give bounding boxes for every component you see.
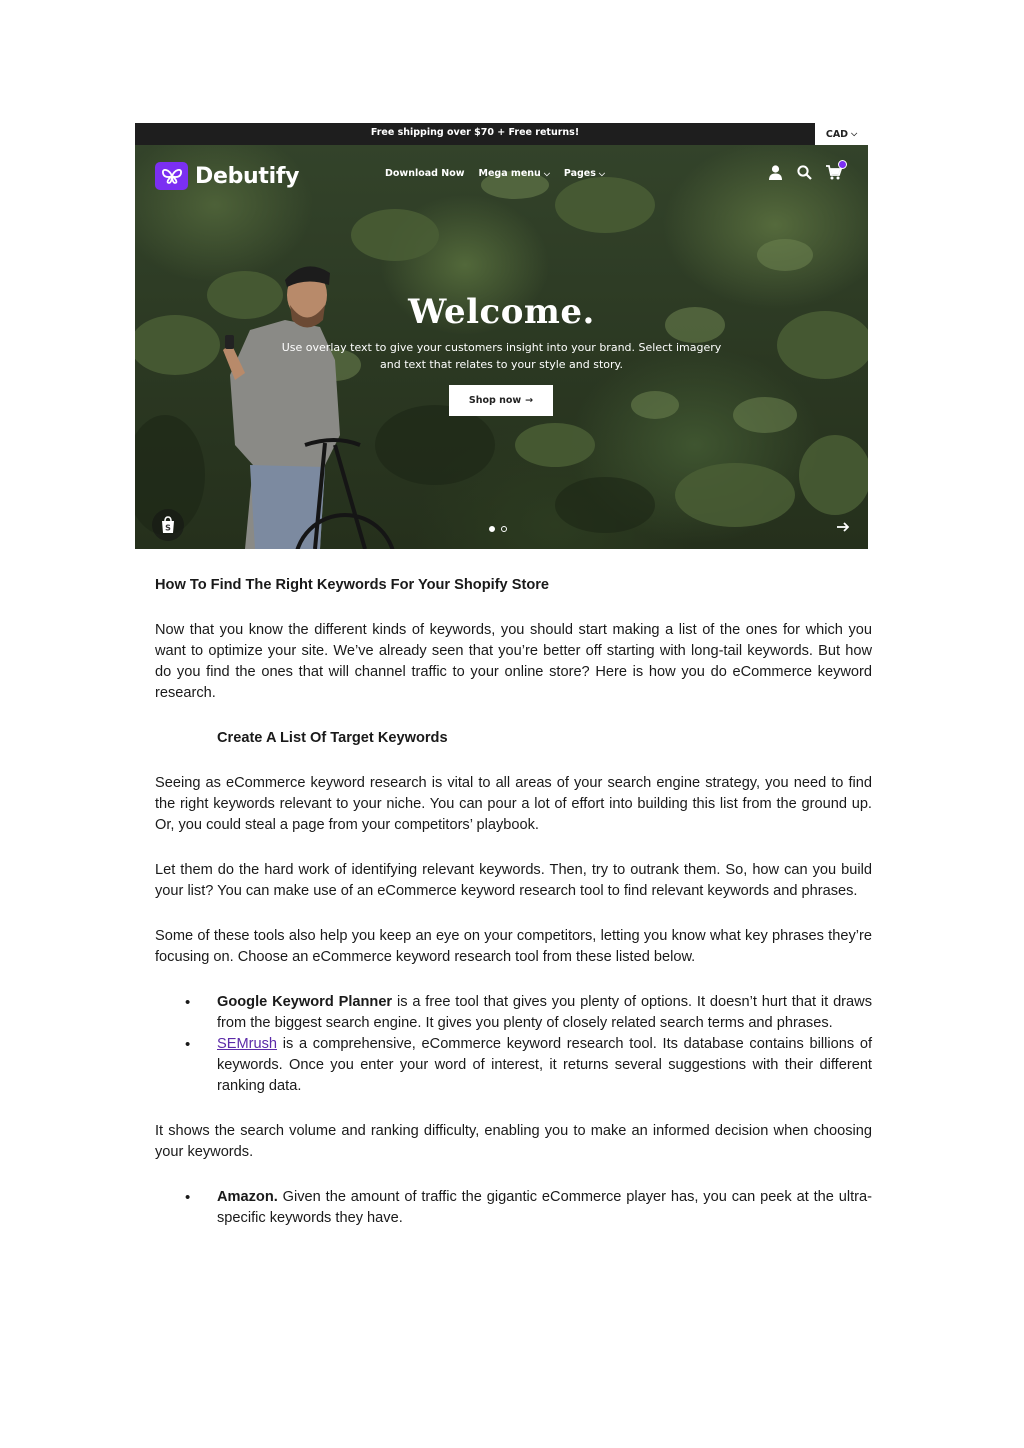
shop-now-label: Shop now (468, 395, 522, 406)
hero-banner (135, 145, 868, 549)
list-item (217, 992, 872, 1034)
list-item (217, 1034, 872, 1097)
store-screenshot (135, 123, 868, 549)
semrush-link[interactable]: SEMrush (217, 1036, 278, 1052)
currency-label: CAD (825, 128, 849, 140)
butterfly-icon (155, 162, 188, 190)
tools-list (155, 992, 872, 1097)
list-item-text: is a comprehensive, eCommerce keyword research tool. Its database contains billions of keywords. Once you enter your word of interest, it returns several suggestions with their different ranking data. (217, 1036, 872, 1094)
cart-icon[interactable] (825, 164, 842, 181)
svg-text:S: S (165, 523, 171, 533)
paragraph-outrank: Let them do the hard work of identifying relevant keywords. Then, try to outrank them. So, how can you build your list? You can make use of an eCommerce keyword research tool to find relevant keywords and phrases. (155, 862, 872, 899)
cart-count-badge (838, 160, 847, 169)
list-item-text: is a free tool that gives you plenty of options. It doesn’t hurt that it draws from the biggest search engine. It gives you plenty of closely related search terms and phrases. (217, 994, 872, 1031)
shopify-bag-icon[interactable] (152, 509, 184, 541)
paragraph-tools: Some of these tools also help you keep an eye on your competitors, letting you know what key phrases they’re focusing on. Choose an eCommerce keyword research tool from these listed below. (155, 928, 872, 965)
article-heading: How To Find The Right Keywords For Your Shopify Store (155, 577, 550, 593)
article (155, 575, 872, 1253)
account-icon[interactable] (767, 164, 784, 181)
list-item-text: Given the amount of traffic the gigantic eCommerce player has, you can peek at the ultra-specific keywords they have. (217, 1189, 872, 1226)
main-nav (385, 168, 605, 179)
brand-logo[interactable] (155, 162, 299, 190)
chevron-down-icon: ⌵ (851, 129, 858, 138)
paragraph-volume: It shows the search volume and ranking difficulty, enabling you to make an informed decision when choosing your keywords. (155, 1123, 872, 1160)
article-subheading: Create A List Of Target Keywords (217, 730, 448, 746)
nav-item-label: Download Now (385, 168, 465, 179)
header-icons (767, 164, 842, 181)
nav-item-mega-menu[interactable] (479, 168, 550, 179)
hero-title: Welcome. (408, 292, 595, 332)
arrow-right-icon[interactable] (836, 519, 850, 533)
list-item-lead: Amazon. (217, 1189, 278, 1205)
slide-dot-1[interactable] (489, 526, 495, 532)
hero-text: Use overlay text to give your customers insight into your brand. Select imagery and text that relates to your style and story. (281, 341, 722, 371)
slide-indicators (489, 526, 507, 532)
shop-now-button[interactable] (449, 385, 553, 416)
currency-selector[interactable] (815, 123, 868, 145)
slide-dot-2[interactable] (501, 526, 507, 532)
nav-item-pages[interactable] (564, 168, 605, 179)
paragraph-strategy: Seeing as eCommerce keyword research is vital to all areas of your search engine strategy, you need to find the right keywords relevant to your niche. You can pour a lot of effort into building this list from the ground up. Or, you could steal a page from your competitors’ playbook. (155, 775, 872, 833)
nav-item-download-now[interactable] (385, 168, 465, 179)
chevron-down-icon: ⌵ (598, 168, 605, 178)
paragraph-intro: Now that you know the different kinds of keywords, you should start making a list of the ones for which you want to optimize your site. We’ve already seen that you’re better off starting with long-tail keywords. But how do you find the ones that will channel traffic to your online store? Here is how you do eCommerce keyword research. (155, 622, 872, 701)
tools-list-2 (155, 1187, 872, 1229)
list-item (217, 1187, 872, 1229)
chevron-down-icon: ⌵ (543, 168, 550, 178)
brand-name: Debutify (195, 163, 300, 189)
announcement-text: Free shipping over $70 + Free returns! (370, 127, 580, 138)
arrow-right-icon: → (525, 395, 534, 406)
search-icon[interactable] (796, 164, 813, 181)
nav-item-label: Pages (563, 168, 596, 179)
list-item-lead: Google Keyword Planner (217, 994, 393, 1010)
nav-item-label: Mega menu (478, 168, 541, 179)
announcement-bar (135, 123, 868, 145)
